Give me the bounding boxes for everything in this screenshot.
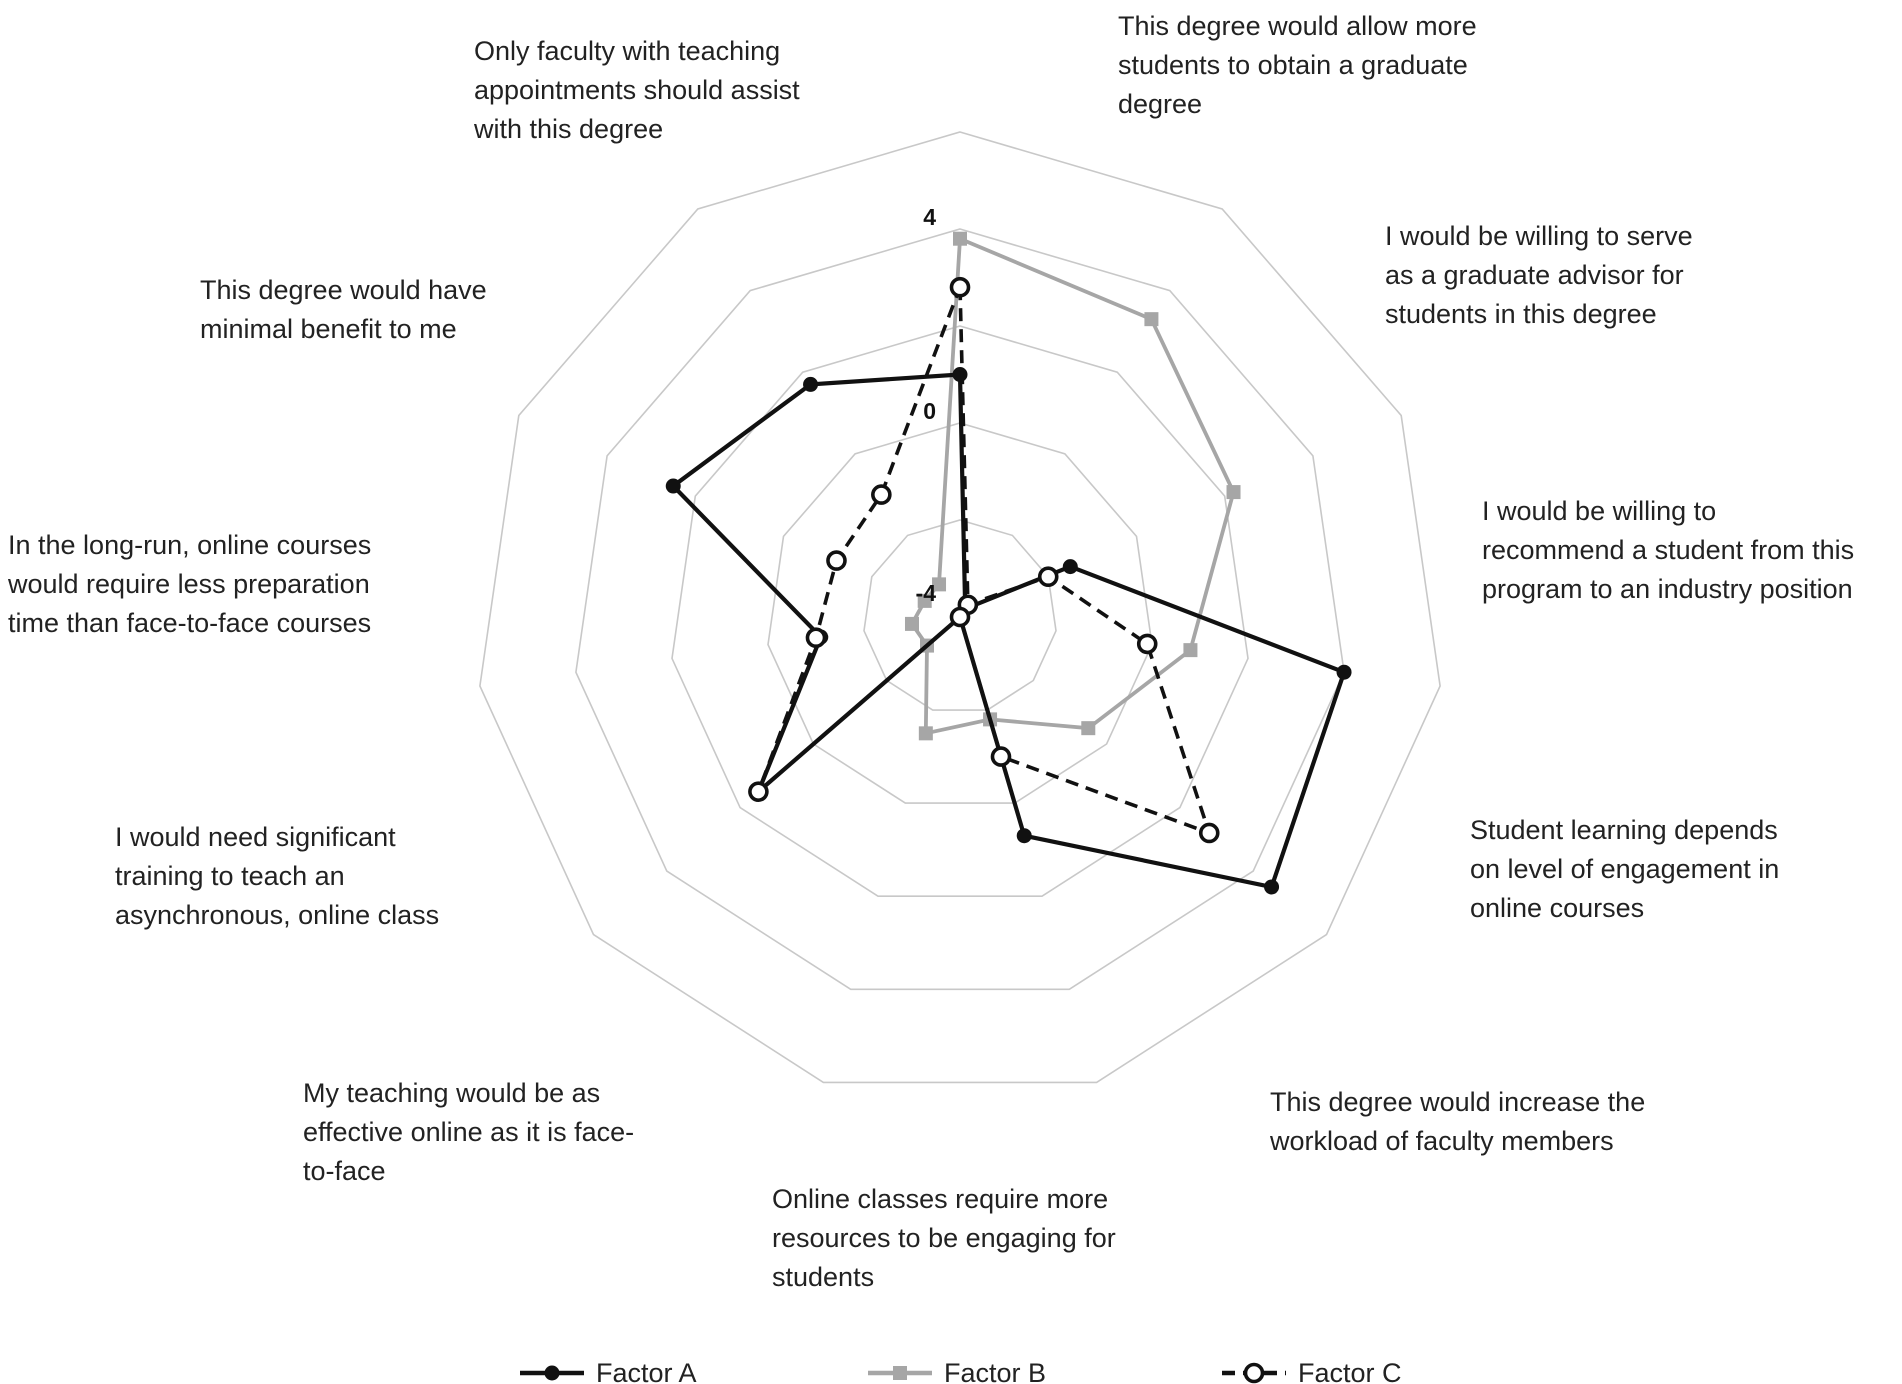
tick-label-0: -4 [915,580,936,606]
series-factor-b [905,232,1241,741]
category-label-9-line-1: minimal benefit to me [200,314,457,344]
category-label-4-line-1: workload of faculty members [1270,1126,1614,1156]
category-label-7-line-2: asynchronous, online class [115,900,440,930]
category-label-3-line-2: online courses [1470,893,1645,923]
data-point-5 [992,748,1009,765]
data-point-9 [828,552,845,569]
category-label-1-line-2: students in this degree [1385,299,1657,329]
category-label-3-line-0: Student learning depends [1470,815,1778,845]
category-label-0-line-1: students to obtain a graduate [1118,50,1468,80]
data-point-1 [1144,312,1158,326]
legend-marker [893,1366,907,1380]
data-point-10 [873,486,890,503]
series-factor-a [666,367,1352,894]
category-label-8-line-0: In the long-run, online courses [8,530,372,560]
category-label-8-line-2: time than face-to-face courses [8,608,372,638]
category-label-8 [7,530,371,638]
category-label-1 [1385,221,1693,329]
legend-label: Factor B [944,1358,1047,1384]
series-line [758,287,1209,833]
category-label-7-line-0: I would need significant [115,822,396,852]
legend-marker [545,1366,560,1381]
category-label-7 [115,822,439,930]
data-point-2 [1227,485,1241,499]
data-point-4 [1201,824,1218,841]
category-label-10 [473,36,800,144]
data-point-4 [1081,721,1095,735]
category-label-6 [303,1078,634,1186]
category-label-5-line-0: Online classes require more [772,1184,1109,1214]
category-label-10-line-0: Only faculty with teaching [474,36,781,66]
data-point-3 [1183,643,1197,657]
data-point-7 [750,783,767,800]
legend-item-3 [1222,1358,1402,1384]
legend-item-1 [520,1358,697,1384]
data-point-3 [1337,665,1352,680]
category-label-2-line-2: program to an industry position [1482,574,1853,604]
data-point-3 [1139,635,1156,652]
category-label-0 [1118,11,1477,119]
data-point-0 [953,367,968,382]
category-label-5 [772,1184,1116,1292]
series-factor-c [750,279,1218,842]
data-point-10 [803,377,818,392]
category-label-4 [1269,1087,1645,1156]
category-label-7-line-1: training to teach an [115,861,345,891]
category-label-6-line-0: My teaching would be as [303,1078,601,1108]
tick-label-1: 0 [923,398,936,424]
series-layer [666,232,1352,895]
category-label-10-line-2: with this degree [474,114,664,144]
data-point-5 [1017,828,1032,843]
category-label-0-line-2: degree [1118,89,1203,119]
category-label-6-line-2: to-face [303,1156,386,1186]
legend-label: Factor C [1298,1358,1402,1384]
data-point-4 [1264,879,1279,894]
category-label-1-line-0: I would be willing to serve [1385,221,1693,251]
category-label-10-line-1: appointments should assist [474,75,800,105]
data-point-0 [952,279,969,296]
data-point-6 [919,726,933,740]
data-point-8 [905,617,919,631]
data-point-6 [952,609,969,626]
category-label-2 [1482,496,1854,604]
category-label-4-line-0: This degree would increase the [1270,1087,1646,1117]
category-label-9 [200,275,487,344]
category-label-2-line-1: recommend a student from this [1482,535,1855,565]
category-label-5-line-1: resources to be engaging for [772,1223,1116,1253]
category-label-0-line-0: This degree would allow more [1118,11,1477,41]
legend [520,1358,1402,1384]
tick-label-2: 4 [923,204,936,230]
tick-labels [916,204,937,606]
category-label-9-line-0: This degree would have [200,275,487,305]
category-label-8-line-1: would require less preparation [8,569,370,599]
category-label-3 [1470,815,1779,923]
legend-marker [1246,1365,1263,1382]
data-point-0 [953,232,967,246]
legend-item-2 [868,1358,1046,1384]
data-point-9 [666,479,681,494]
data-point-2 [1063,559,1078,574]
data-point-8 [807,629,824,646]
data-point-2 [1040,568,1057,585]
legend-label: Factor A [596,1358,697,1384]
category-label-6-line-1: effective online as it is face- [303,1117,635,1147]
category-label-3-line-1: on level of engagement in [1470,854,1780,884]
category-label-5-line-2: students [772,1262,875,1292]
category-label-2-line-0: I would be willing to [1482,496,1717,526]
category-label-1-line-1: as a graduate advisor for [1385,260,1684,290]
